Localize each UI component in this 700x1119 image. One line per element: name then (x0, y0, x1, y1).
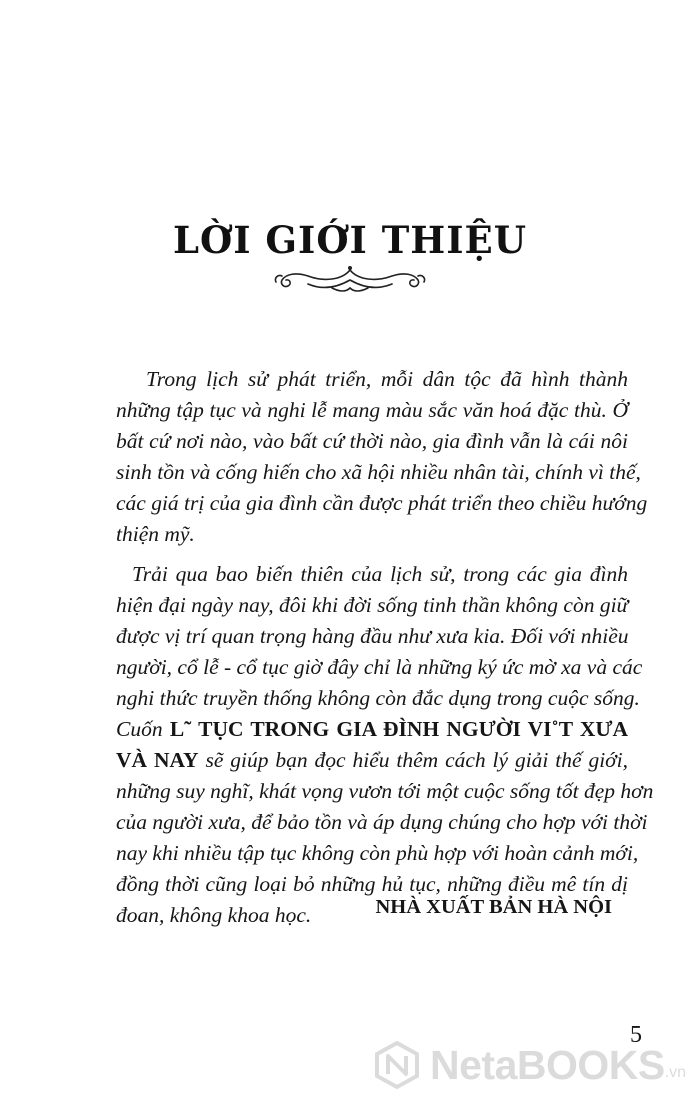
text-line: đoan, không khoa học. (116, 903, 312, 927)
book-title-continued: VÀ NAY (116, 748, 199, 772)
text-line: nghi thức truyền thống không còn đắc dụng trong cuộc sống. (116, 686, 640, 710)
text-line: hiện đại ngày nay, đôi khi đời sống tinh thần không còn giữ (116, 593, 629, 617)
text-line: của người xưa, để bảo tồn và áp dụng chúng cho hợp với thời (116, 810, 648, 834)
paragraph-1 (116, 364, 648, 550)
text-line: người, cổ lễ - cổ tục giờ đây chỉ là những ký ức mờ xa và các (116, 655, 643, 679)
text-line: Trong lịch sử phát triển, mỗi dân tộc đã hình thành (146, 367, 628, 391)
text-line: những suy nghĩ, khát vọng vươn tới một cuộc sống tốt đẹp hơn (116, 779, 654, 803)
text-line: bất cứ nơi nào, vào bất cứ thời nào, gia đình vẫn là cái nôi (116, 429, 628, 453)
publisher-signature: NHÀ XUẤT BẢN HÀ NỘI (375, 896, 612, 918)
text-line (116, 745, 628, 776)
text-line: được vị trí quan trọng hàng đầu như xưa kia. Đối với nhiều (116, 624, 629, 648)
chapter-title: LỜI GIỚI THIỆU (172, 218, 528, 262)
introduction-text (116, 364, 654, 931)
text-line: thiện mỹ. (116, 522, 195, 546)
text-line: Trải qua bao biến thiên của lịch sử, trong các gia đình (132, 562, 628, 586)
text-line (116, 714, 628, 745)
title-ornament (272, 262, 428, 296)
book-intro-suffix: sẽ giúp bạn đọc hiểu thêm cách lý giải thế giới, (205, 748, 628, 772)
book-title: L˜ TỤC TRONG GIA ĐÌNH NGƯỜI VI˚T XƯA (169, 717, 629, 741)
text-line: những tập tục và nghi lễ mang màu sắc văn hoá đặc thù. Ở (116, 398, 628, 422)
netabooks-logo-icon (372, 1040, 422, 1090)
watermark-text: NetaBOOKS (430, 1041, 665, 1088)
text-line: sinh tồn và cống hiến cho xã hội nhiều nhân tài, chính vì thế, (116, 460, 641, 484)
text-line: đồng thời cũng loại bỏ những hủ tục, những điều mê tín dị (116, 872, 628, 896)
text-line: nay khi nhiều tập tục không còn phù hợp với hoàn cảnh mới, (116, 841, 639, 865)
page-number: 5 (630, 1022, 642, 1048)
book-intro-prefix: Cuốn (116, 717, 163, 741)
paragraph-2 (116, 559, 654, 931)
text-line: các giá trị của gia đình cần được phát triển theo chiều hướng (116, 491, 648, 515)
watermark-suffix: .vn (664, 1064, 687, 1081)
watermark (372, 1040, 686, 1090)
